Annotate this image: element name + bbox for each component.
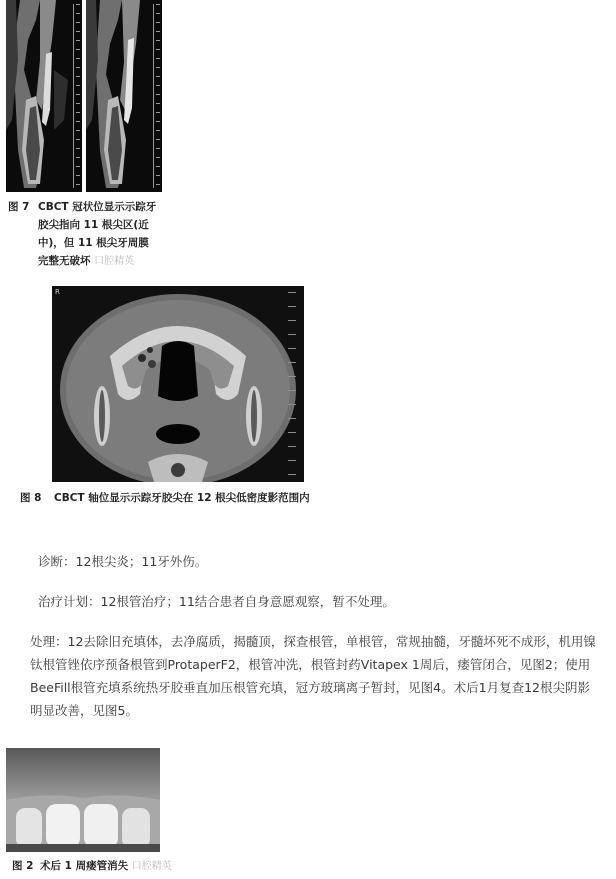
cbct-coronal-panel-right bbox=[86, 0, 162, 192]
figure-7-image bbox=[0, 0, 166, 196]
figure-7-caption bbox=[8, 198, 168, 271]
figure-8-caption-text: CBCT 轴位显示示踪牙胶尖在 12 根尖低密度影范围内 bbox=[54, 492, 310, 504]
figure-8-ruler bbox=[288, 292, 296, 476]
figure-7-caption-line-1: CBCT 冠状位显示示踪牙 bbox=[38, 201, 157, 213]
figure-7-number: 图 7 bbox=[8, 201, 30, 213]
figure-2-number: 图 2 bbox=[12, 860, 34, 872]
figure-2-caption-text: 术后 1 周瘘管消失 bbox=[40, 860, 129, 872]
figure-2-watermark: 口腔精英 bbox=[131, 861, 172, 872]
figure-8-caption bbox=[20, 490, 310, 505]
figure-8-image bbox=[52, 286, 304, 482]
figure-2-caption bbox=[12, 857, 172, 873]
procedure-paragraph: 处理：12去除旧充填体，去净腐质，揭髓顶，探查根管，单根管，常规抽髓，牙髓坏死不成形，机用镍钛根管锉依序预备根管到ProtaperF2，根管冲洗，根管封药Vitapex 1周后，瘘管闭合，见图2；使用BeeFill根管充填系统热牙胶垂直加压根管充填，冠方玻璃离子暂封，见图4。术后1月复查12根尖阴影明显改善，见图5。 bbox=[30, 634, 596, 718]
diagnosis-paragraph: 诊断：12根尖炎；11牙外伤。 bbox=[38, 554, 208, 569]
figure-7-caption-line-3: 中)，但 11 根尖牙周膜 bbox=[38, 237, 149, 249]
figure-8-orientation-tag: R bbox=[55, 288, 60, 296]
figure-7-caption-line-2: 胶尖指向 11 根尖区(近 bbox=[38, 219, 149, 231]
figure-2-image bbox=[6, 748, 160, 852]
figure-7-watermark: 口腔精英 bbox=[94, 256, 135, 267]
treatment-plan-paragraph: 治疗计划：12根管治疗；11结合患者自身意愿观察，暂不处理。 bbox=[38, 594, 395, 609]
figure-8-number: 图 8 bbox=[20, 492, 42, 504]
figure-7-caption-line-4: 完整无破坏 bbox=[38, 255, 91, 267]
cbct-coronal-panel-left bbox=[6, 0, 82, 192]
